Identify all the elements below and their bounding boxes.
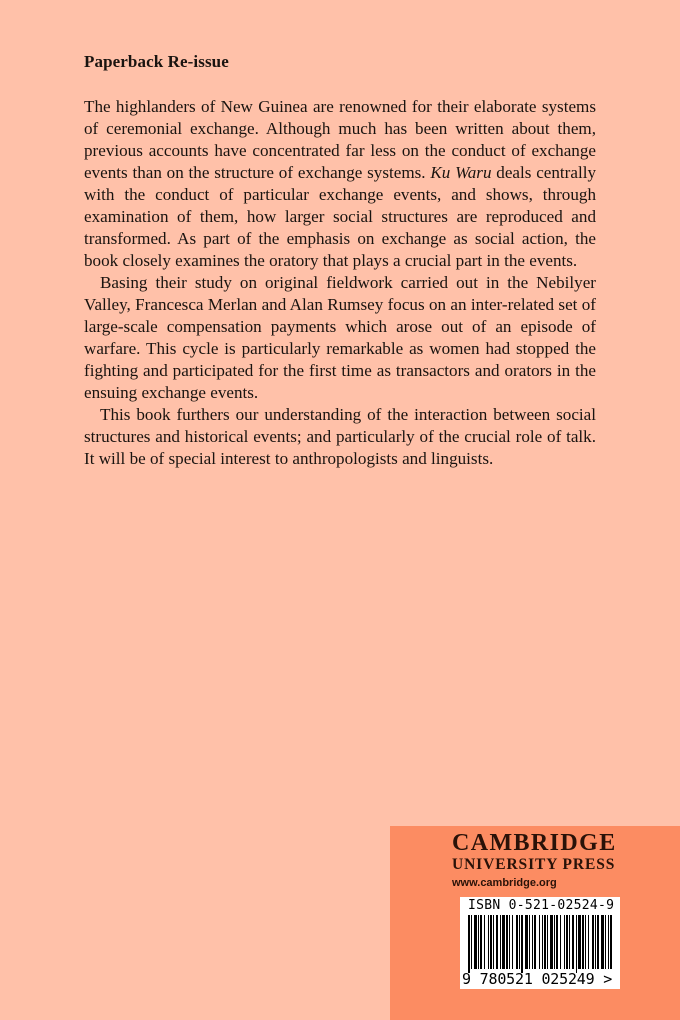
section-heading: Paperback Re-issue — [84, 52, 229, 71]
blurb-paragraph-3: This book furthers our understanding of the interaction between social structures and historical events; and particularly of the crucial role of talk. It will be of special interest to anthropologists and linguists. — [84, 405, 596, 468]
blurb-paragraph-2: Basing their study on original fieldwork carried out in the Nebilyer Valley, Francesca Merlan and Alan Rumsey focus on an inter-related set of large-scale compensation payments which arose out of an episode of warfare. This cycle is particularly remarkable as women had stopped the fighting and participated for the first time as transactors and orators in the ensuing exchange events. — [84, 273, 596, 402]
blurb-paragraph-1 — [84, 96, 596, 272]
blurb-text — [84, 96, 596, 470]
blurb-p1-start: The highlanders of New Guinea are renowned for their elaborate systems of ceremonial exchange. Although much has been written about them, previous accounts have concentrated far less on the conduct of exchange events than on the structure of exchange systems. — [84, 97, 596, 182]
publisher-url: www.cambridge.org — [452, 877, 557, 889]
barcode-panel — [460, 897, 620, 989]
book-title: Ku Waru — [430, 163, 492, 182]
publisher-name: CAMBRIDGE — [452, 830, 617, 856]
barcode-digits: 9 780521 025249 > — [462, 970, 613, 988]
publisher-box — [390, 826, 680, 1020]
blurb-p1-end: deals centrally with the conduct of particular exchange events, and shows, through examination of them, how larger social structures are reproduced and transformed. As part of the emphasis on exchange as social action, the book closely examines the oratory that plays a crucial part in the events. — [84, 163, 596, 270]
isbn-label: ISBN 0-521-02524-9 — [468, 898, 615, 913]
publisher-subtitle: UNIVERSITY PRESS — [452, 856, 616, 873]
